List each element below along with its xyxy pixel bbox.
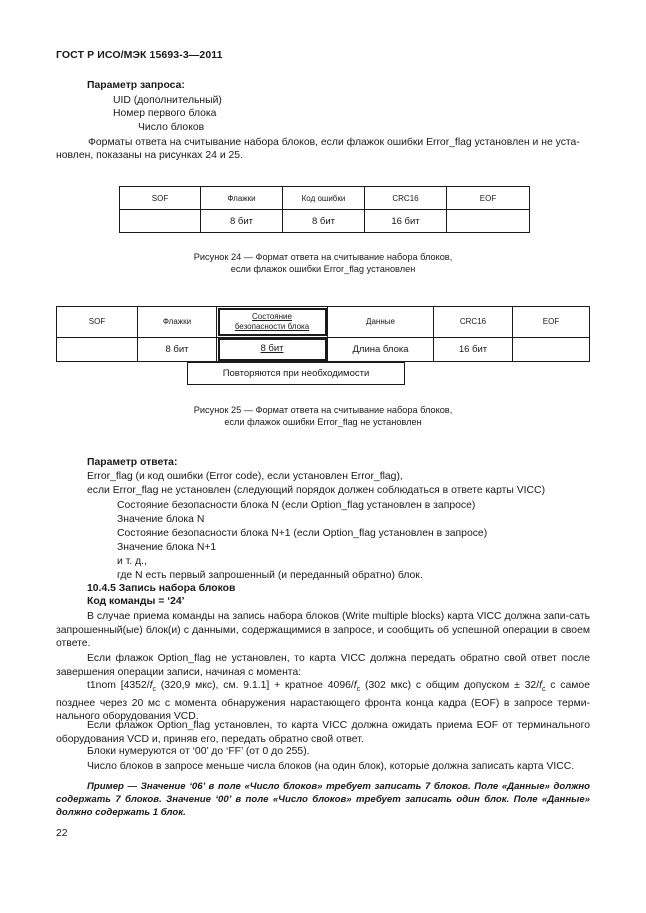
figure-25-caption-1: Рисунок 25 — Формат ответа на считывание набора блоков,	[193, 405, 453, 415]
f24-value-eof	[447, 210, 530, 233]
figure-25-repeat-note: Повторяются при необходимости	[187, 362, 405, 385]
example-note: Пример — Значение ‘06’ в поле «Число блоков» требует записать 7 блоков. Поле «Данные» должно содержать 7 блоков. Значение ‘00’ в поле «Число блоков» требует записать один блок. Поле «Данные» должно содержать 1 блок.	[56, 781, 590, 818]
f25-header-security-line-1: Состояние	[252, 311, 292, 321]
figure-25-caption-2: если флажок ошибки Error_flag не установлен	[224, 417, 422, 427]
f24-value-flags: 8 бит	[201, 210, 283, 233]
response-item-6: где N есть первый запрошенный (и переданный обратно) блок.	[117, 570, 423, 581]
f25-value-crc16: 16 бит	[434, 337, 513, 361]
paragraph-2: Если флажок Option_flag не установлен, то карта VICC должна передать обратно свой ответ после завершения операции записи, начиная с момента:	[56, 653, 590, 678]
request-param-block-count: Число блоков	[138, 122, 205, 133]
p3-part-d: с самое позднее через 20 мс с момента обнаружения нарастающего фронта конца кадра (EOF) в запросе терми-нального оборудования VCD.	[56, 680, 590, 723]
p3-part-c: (302 мкс) с общим допуском ± 32/	[360, 680, 540, 691]
f25-value-eof	[513, 337, 590, 361]
response-item-3: Состояние безопасности блока N+1 (если Option_flag установлен в запросе)	[117, 528, 488, 539]
f25-header-eof: EOF	[513, 307, 590, 338]
response-item-2: Значение блока N	[117, 514, 205, 525]
figure-24-caption-2: если флажок ошибки Error_flag установлен	[230, 264, 416, 274]
intro-line-2: новлен, показаны на рисунках 24 и 25.	[56, 150, 243, 161]
response-item-5: и т. д.,	[117, 556, 147, 567]
f25-value-security-text: 8 бит	[260, 343, 284, 355]
p3-part-b: (320,9 мкс), см. 9.1.1] + кратное 4096/	[155, 680, 354, 691]
page-number: 22	[56, 828, 68, 839]
f25-header-flags: Флажки	[138, 307, 217, 338]
figure-24-value-row	[120, 210, 530, 233]
document-header: ГОСТ Р ИСО/МЭК 15693-3—2011	[56, 49, 223, 61]
response-item-1: Состояние безопасности блока N (если Option_flag установлен в запросе)	[117, 500, 476, 511]
intro-line-1: Форматы ответа на считывание набора блоков, если флажок ошибки Error_flag установлен и не уста-	[88, 137, 580, 148]
paragraph-3	[56, 679, 590, 724]
f25-value-flags: 8 бит	[138, 337, 217, 361]
paragraph-6: Число блоков в запросе меньше числа блоков (на один блок), которые должна записать карта VICC.	[87, 761, 575, 772]
f25-value-sof	[57, 337, 138, 361]
figure-25-header-row	[57, 307, 590, 338]
f25-header-crc16: CRC16	[434, 307, 513, 338]
f25-value-security-state	[217, 337, 328, 361]
paragraph-1: В случае приема команды на запись набора блоков (Write multiple blocks) карта VICC должна запи-сать запрошенный(ые) блок(и) с данными, содержащимися в запросе, и сообщить об успешной операции в своем ответе.	[56, 611, 590, 649]
response-line-2: если Error_flag не установлен (следующий порядок должен соблюдаться в ответе карты VICC)	[87, 485, 546, 496]
f25-value-data: Длина блока	[328, 337, 434, 361]
paragraph-5: Блоки нумеруются от ‘00’ до ‘FF’ (от 0 до 255).	[87, 746, 310, 757]
section-heading: 10.4.5 Запись набора блоков	[87, 583, 236, 594]
f24-value-error-code: 8 бит	[283, 210, 365, 233]
f25-header-data: Данные	[328, 307, 434, 338]
f24-value-crc16: 16 бит	[365, 210, 447, 233]
f25-header-security-state	[217, 307, 328, 338]
f25-header-security-line-2: безопасности блока	[234, 321, 310, 331]
fc-symbol-2: f	[353, 680, 357, 691]
f25-header-sof: SOF	[57, 307, 138, 338]
request-params-title: Параметр запроса:	[87, 80, 185, 91]
p3-part-a: t1nom [4352/	[87, 680, 150, 691]
f24-header-flags: Флажки	[201, 187, 283, 210]
f24-header-eof: EOF	[447, 187, 530, 210]
response-line-1: Error_flag (и код ошибки (Error code), если установлен Error_flag),	[87, 471, 403, 482]
request-param-first-block: Номер первого блока	[113, 108, 217, 119]
fc-sub-2: c	[356, 686, 361, 694]
figure-25-table	[56, 306, 590, 362]
paragraph-4: Если флажок Option_flag установлен, то карта VICC должна ожидать приема EOF от терминального оборудования VCD и, приняв его, передать обратно свой ответ.	[56, 720, 590, 745]
fc-symbol-3: f	[539, 680, 542, 691]
command-code: Код команды = ‘24’	[87, 596, 185, 607]
figure-24-caption-1: Рисунок 24 — Формат ответа на считывание набора блоков,	[193, 252, 453, 262]
figure-24-table	[119, 186, 530, 233]
fc-sub-3: c	[541, 686, 546, 694]
response-item-4: Значение блока N+1	[117, 542, 217, 553]
figure-24-header-row	[120, 187, 530, 210]
f24-header-error-code: Код ошибки	[283, 187, 365, 210]
response-params-title: Параметр ответа:	[87, 457, 178, 468]
figure-25-value-row	[57, 337, 590, 361]
fc-sub-1: c	[152, 686, 156, 694]
f24-value-sof	[120, 210, 201, 233]
request-param-uid: UID (дополнительный)	[113, 95, 222, 106]
fc-symbol-1: f	[149, 680, 153, 691]
f24-header-crc16: CRC16	[365, 187, 447, 210]
f24-header-sof: SOF	[120, 187, 201, 210]
